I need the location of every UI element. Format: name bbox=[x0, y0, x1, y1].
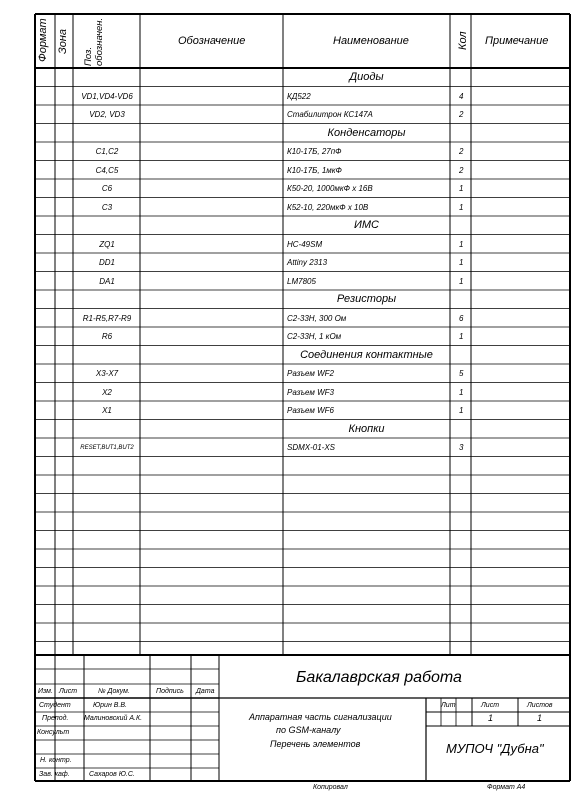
row-name: SDMX-01-XS bbox=[287, 443, 336, 452]
work-title: Бакалаврская работа bbox=[296, 669, 462, 686]
header-qty: Кол bbox=[457, 31, 469, 50]
section-heading: Соединения контактные bbox=[300, 348, 433, 361]
row-name: К10-17Б, 27пФ bbox=[287, 147, 342, 156]
row-qty: 1 bbox=[459, 202, 464, 212]
row-qty: 1 bbox=[459, 258, 464, 267]
col-date: Дата bbox=[196, 688, 215, 695]
row-qty: 1 bbox=[459, 387, 464, 397]
row-name: К50-20, 1000мкФ х 16В bbox=[287, 184, 373, 193]
sheets-label: Листов bbox=[527, 702, 553, 709]
teacher-name: Малиновский А.К. bbox=[84, 715, 143, 722]
col-sheet: Лист bbox=[59, 688, 78, 695]
copied-label: Копировал bbox=[313, 784, 348, 791]
section-heading: Диоды bbox=[349, 71, 384, 83]
subject-line-2: по GSM-каналу bbox=[276, 725, 341, 735]
sheet-label: Лист bbox=[481, 702, 500, 709]
row-position: R6 bbox=[101, 332, 113, 341]
sheet-value: 1 bbox=[488, 713, 494, 723]
row-name: К10-17Б, 1мкФ bbox=[287, 165, 342, 175]
row-qty: 2 bbox=[459, 110, 464, 119]
row-qty: 5 bbox=[459, 369, 464, 378]
row-name: Разъем WF2 bbox=[287, 369, 334, 378]
row-position: RESET,BUT1,BUT2 bbox=[80, 445, 134, 451]
header-format: Формат bbox=[37, 18, 49, 62]
row-qty: 1 bbox=[459, 276, 464, 286]
lit-label: Лит bbox=[441, 702, 456, 709]
student-name: Юрин В.В. bbox=[93, 702, 127, 709]
row-name: С2-33Н, 300 Ом bbox=[287, 313, 347, 323]
row-qty: 2 bbox=[459, 165, 464, 175]
row-position: ZQ1 bbox=[99, 239, 115, 249]
row-qty: 4 bbox=[459, 91, 464, 101]
row-name: HC-49SM bbox=[287, 239, 323, 249]
row-position: R1-R5,R7-R9 bbox=[82, 313, 132, 323]
row-position: X2 bbox=[102, 387, 112, 397]
row-qty: 1 bbox=[459, 406, 464, 415]
row-name: Attiny 2313 bbox=[287, 258, 328, 267]
header-designation: Обозначение bbox=[178, 35, 246, 47]
student-label: Студент bbox=[39, 702, 71, 709]
ncontrol-label: Н. контр. bbox=[40, 757, 72, 764]
row-qty: 1 bbox=[459, 184, 464, 193]
section-heading: ИМС bbox=[354, 219, 379, 231]
row-position: X1 bbox=[102, 406, 112, 415]
row-qty: 6 bbox=[459, 313, 464, 323]
row-name: КД522 bbox=[287, 91, 311, 101]
row-name: LM7805 bbox=[287, 276, 316, 286]
sheets-value: 1 bbox=[537, 713, 543, 723]
row-position: С6 bbox=[101, 184, 113, 193]
row-name: Стабилитрон КС147А bbox=[287, 110, 373, 119]
section-heading: Кнопки bbox=[348, 422, 385, 435]
row-name: К52-10, 220мкФ х 10В bbox=[287, 202, 369, 212]
row-name: Разъем WF6 bbox=[287, 406, 334, 415]
organization: МУПОЧ "Дубна" bbox=[446, 741, 544, 756]
row-position: DA1 bbox=[99, 276, 115, 286]
col-change: Изм. bbox=[38, 688, 53, 695]
subject-line-1: Аппаратная часть сигнализации bbox=[249, 712, 392, 722]
header-note: Примечание bbox=[485, 35, 549, 47]
row-name: Разъем WF3 bbox=[287, 387, 334, 397]
row-position: VD2, VD3 bbox=[89, 110, 125, 119]
row-position: X3-X7 bbox=[95, 369, 119, 378]
row-qty: 3 bbox=[459, 443, 464, 452]
subject-line-3: Перечень элементов bbox=[270, 739, 361, 749]
consultant-label: Консульт bbox=[37, 729, 70, 736]
teacher-label: Препод. bbox=[42, 715, 69, 722]
row-name: С2-33Н, 1 кОм bbox=[287, 332, 342, 341]
row-position: С4,С5 bbox=[95, 165, 119, 175]
header-name: Наименование bbox=[333, 35, 409, 47]
header-pos: Поз. обозначен. bbox=[83, 17, 105, 66]
format-label: Формат А4 bbox=[487, 784, 526, 791]
row-position: С1,С2 bbox=[95, 147, 119, 156]
section-heading: Резисторы bbox=[336, 293, 397, 305]
row-position: DD1 bbox=[98, 258, 115, 267]
header-zone: Зона bbox=[57, 28, 69, 54]
section-heading: Конденсаторы bbox=[327, 126, 406, 139]
col-doc: № Докум. bbox=[98, 688, 130, 695]
row-position: VD1,VD4-VD6 bbox=[81, 91, 133, 101]
head-label: Зав. каф. bbox=[39, 771, 70, 778]
col-sign: Подпись bbox=[156, 688, 184, 695]
head-name: Сахаров Ю.С. bbox=[89, 771, 135, 778]
row-position: С3 bbox=[101, 202, 113, 212]
row-qty: 1 bbox=[459, 332, 464, 341]
row-qty: 1 bbox=[459, 239, 464, 249]
row-qty: 2 bbox=[459, 147, 464, 156]
